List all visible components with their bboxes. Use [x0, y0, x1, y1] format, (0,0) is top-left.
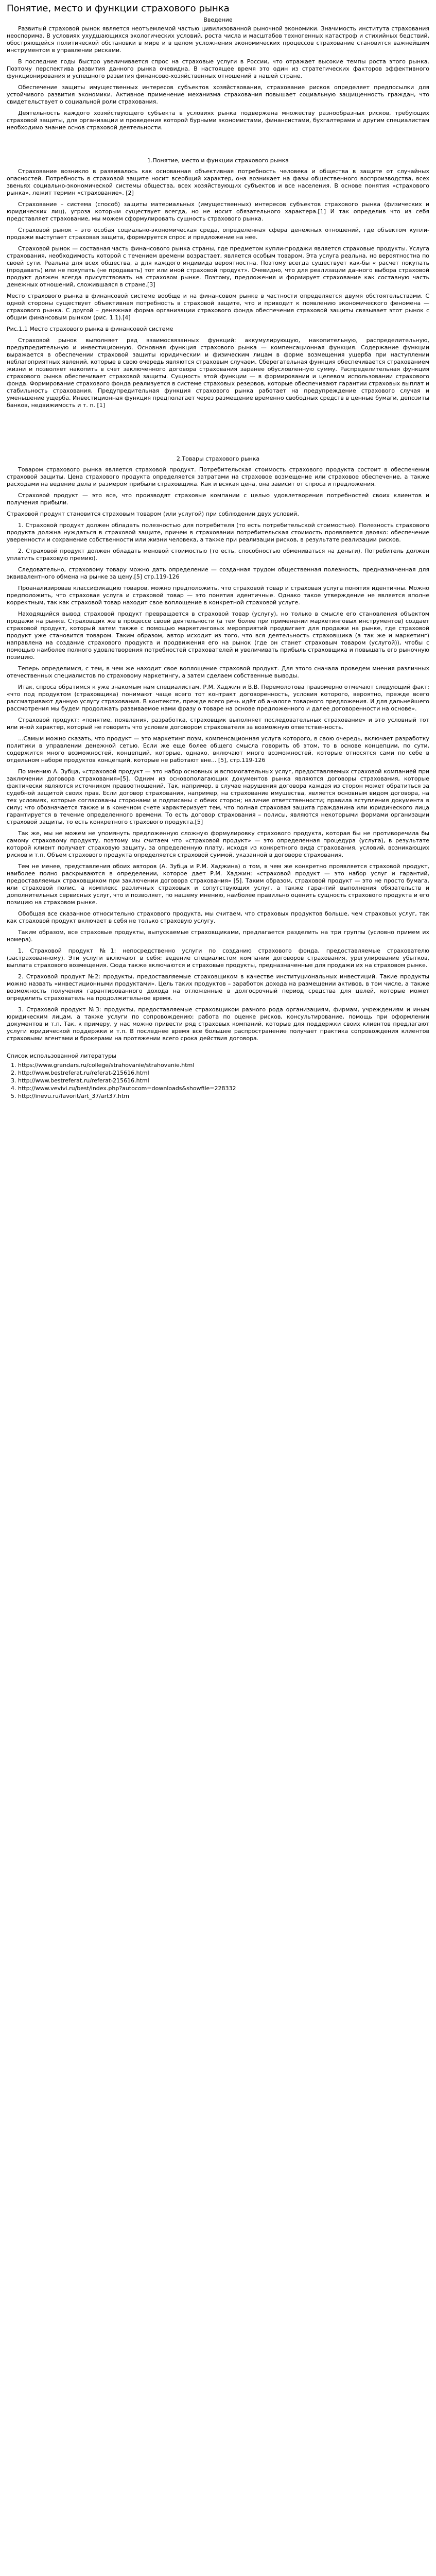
list-item: 3. Страховой продукт №3: продукты, предоставляемые страховщиком разного рода организациям, фирмам, учреждениям и иным юридическим лицам, а также услуги по сопровождению: работа по оценке рисков, консультирование, помощь при оформлении документов и т.п. Так, к примеру, у нас можно привести ряд страховых компаний, которые для поддержки своих клиентов предлагают услуги юридической поддержки и т.п. В последнее время все большее распространение получает практика сопровождения клиентов страховыми агентами и брокерами на протяжении всего срока действия договора. [7, 1006, 429, 1042]
paragraph: Тем не менее, представления обоих авторов (А. Зубца и Р.М. Хаджина) о том, в чем же конкретно проявляется страховой продукт, наиболее полно раскрываются в определении, которое дает Р.М. Хаджин: «страховой продукт — это набор услуг и гарантий, предоставляемых страховщиком при заключении договора страхования» [5]. Таким образом, страховой продукт — это не просто бумага, или страховой полис, а комплекс различных страховых и сопутствующих услуг, а также гарантий выполнения обязательств и дополнительных сервисных услуг, что и позволяет, по нашему мнению, наиболее правильно оценить сущность страхового продукта и его позицию на страховом рынке. [7, 863, 429, 906]
paragraph: Товаром страхового рынка является страховой продукт. Потребительская стоимость страхового продукта состоит в обеспечении страховой защиты. Цена страхового продукта определяется затратами на страховое возмещение или страховое обеспечение, а также расходами на ведение дела и размером прибыли страховщика. Как и всякая цена, она зависит от спроса и предложения. [7, 466, 429, 487]
reference-link[interactable]: 1. https://www.grandars.ru/college/strahovanie/strahovanie.html [18, 1061, 429, 1069]
paragraph: Теперь определимся, с тем, в чем же находит свое воплощение страховой продукт. Для этого сначала проведем мнения различных отечественных специалистов по страховому маркетингу, а затем сделаем собственные выводы. [7, 665, 429, 679]
page-title: Понятие, место и функции страхового рынка [7, 3, 230, 14]
paragraph: Так же, мы не можем не упомянуть предложенную сложную формулировку страхового продукта, которая бы не противоречила бы самому страховому продукту, поэтому мы считаем что «страховой продукт» — это определенная процедура (услуга), в результате которой клиент получает страховую защиту, за определенную плату, исходя из конкретного вида страхования, условий, возникающих рисков и т.п. Объем страхового продукта определяется страховой суммой, указанной в договоре страхования. [7, 830, 429, 858]
paragraph: Таким образом, все страховые продукты, выпускаемые страховщиками, предлагается разделить на три группы (условно примем их номера). [7, 929, 429, 943]
paragraph: В последние годы быстро увеличивается спрос на страховые услуги в России, что отражает высокие темпы роста этого рынка. Поэтому перспектива развития данного рынка очевидна. В настоящее время это один из стратегических факторов эффективного функционирования и успешного развития финансово-хозяйственных отношений в нашей стране. [7, 58, 429, 79]
paragraph: Страховой продукт — это все, что производят страховые компании с целью удовлетворения потребностей своих клиентов и получения прибыли. [7, 492, 429, 506]
references-title: Список использованной литературы [7, 1053, 116, 1059]
paragraph: Страховой рынок – это особая социально-экономическая среда, определенная сфера денежных отношений, где объектом купли-продажи выступает страховая защита, формируется спрос и предложение на нее. [7, 227, 429, 241]
paragraph: Проанализировав классификацию товаров, можно предположить, что страховой товар и страховая услуга понятия идентичны. Можно предположить, что страховая услуга и страховой товар — это понятия идентичные. Однако такое утверждение не является вполне корректным, так как страховой товар находит свое воплощение в конкретной страховой услуге. [7, 585, 429, 606]
list-item: 2. Страховой продукт №2: продукты, предоставляемые страховщиком в качестве институциональных инвестиций. Такие продукты можно назвать «инвестиционными продуктами». Цель таких продуктов – заработок дохода на размещении активов, в том числе, а также возможность получения гарантированного дохода на отложенные в долгосрочный период средства для целей, которые может определить страхователь на продолжительное время. [7, 973, 429, 1002]
reference-link[interactable]: 5. http://inevu.ru/favorit/art_37/art37.htm [18, 1092, 429, 1100]
paragraph: 1. Страховой продукт должен обладать полезностью для потребителя (то есть потребительской стоимостью). Полезность страхового продукта должна нуждаться в страховой защите, причем в страховании потребительская стоимость проявляется двояко: обеспечение уверенности и сохранение собственности или жизни человека, а также при реализации рисков, в результате реализации рисков. [7, 522, 429, 543]
figure-caption: Рис.1.1 Место страхового рынка в финансовой системе [7, 326, 173, 332]
references-list [7, 1061, 429, 1100]
paragraph: Следовательно, страховому товару можно дать определение — созданная трудом общественная полезность, предназначенная для эквивалентного обмена на рынке за цену.[5] стр.119-126 [7, 566, 429, 580]
section-2-heading: 2.Товары страхового рынка [176, 455, 260, 462]
paragraph: Страховой продукт становится страховым товаром (или услугой) при соблюдении двух условий. [7, 511, 299, 517]
paragraph: Деятельность каждого хозяйствующего субъекта в условиях рынка подвержена множеству разнообразных рисков, требующих страховой защиты, для организации и проведения которой бурными экономистами, финансистами, бухгалтерами и другим специалистам необходимо знание основ страховой деятельности. [7, 110, 429, 131]
paragraph: Страховой рынок выполняет ряд взаимосвязанных функций: аккумулирующую, накопительную, распределительную, предупредительную и инвестиционную. Основная функция страхового рынка — компенсационная функция. Содержание функции выражается в обеспечении страховой защиты юридическим и физическим лицам в форме возмещения ущерба при наступлении неблагоприятных явлений, которые в свою очередь являются страховым случаем. Сберегательная функция обеспечивается страхованием жизни и позволяет накопить в счет заключенного договора страхования заранее обусловленную сумму. Распределительная функция страхового рынка обеспечивает страховой защиты. Сущность этой функции — в формировании и целевом использовании страхового фонда. Формирование страхового фонда реализуется в системе страховых резервов, которые обеспечивают гарантии страховых выплат и стабильность страхования. Предупредительная функция страхового рынка работает на предупреждение страхового случая и уменьшение ущерба. Инвестиционная функция предполагает через размещение временно свободных средств в ценные бумаги, депозиты банков, недвижимость и т. п. [1] [7, 337, 429, 409]
document-page [0, 0, 436, 1106]
paragraph: Страховой продукт: «понятие, появления, разработка, страховщик выполняет последовательных страхование» и это условный тот или иной характер, который не говорить что условие договором страхователя за возможную ответственность. [7, 717, 429, 731]
intro-heading: Введение [203, 16, 233, 23]
paragraph: Страхование – система (способ) защиты материальных (имущественных) интересов субъектов страхового рынка (физических и юридических лиц), угроза которым существует всегда, но не носит обязательного характера.[1] И так определив что из себя представляет страхование, мы можем сформулировать сущность страхового рынка. [7, 201, 429, 222]
paragraph: Развитый страховой рынок является неотъемлемой частью цивилизованной рыночной экономики. Значимость института страхования неоспорима. В условиях ухудшающихся экологических условий, роста числа и масштабов техногенных катастроф и стихийных бедствий, обостряющейся политической обстановки в мире и в целом усложнения экономических процессов страхование становится важнейшим инструментом в управлении рисками. [7, 25, 429, 54]
reference-link[interactable]: 3. http://www.bestreferat.ru/referat-215616.html [18, 1077, 429, 1084]
paragraph: Страхование возникло в развивалось как основанная объективная потребность человека и общества в защите от случайных опасностей. Потребность в страховой защите носит всеобщий характер, она возникает на фазы общественного воспроизводства, всех звеньях социально-экономической системы общества, всех хозяйствующих субъектов и все населения. В основе понятия «страхового рынка», лежит термин «страхование». [2] [7, 168, 429, 196]
paragraph: 1. Страховой продукт №1: непосредственно услуги по созданию страхового фонда, предоставляемые страхователю (застрахованному). Эти услуги включают в себя: ведение специалистом компании договоров страхования, урегулирование убытков, выплата страхового возмещения. Сюда также включаются и страховые продукты, предназначенные для продажи их на страховом рынке. [7, 947, 429, 969]
paragraph: По мнению А. Зубца, «страховой продукт — это набор основных и вспомогательных услуг, предоставляемых страховой компанией при заключении договора страхования»[5]. Одним из основополагающих документов рынка являются договоры страхования, которые фактически являются источником правоотношений. Так, например, в случае нарушения договора каждая из сторон может обратиться за судебной защитой своих прав. Если договор страхования, например, на страхование имущества, является основным видом договора, на тех условиях, которые согласованы сторонами и подписаны с обеих сторон; наличие ответственности; правила вступления документа в силу; что обозначается также и в конечном счете характеризует тем, что полная страховая защита гражданина или юридического лица гарантируется в течение определенного времени. То есть договор страхования – полисы, являются некоторыми формами организации страховой защиты, то есть конкретного страхового продукта.[5] [7, 768, 429, 825]
paragraph: Находящийся вывод страховой продукт превращается в страховой товар (услугу), но только в смысле его становления объектом продажи на рынке. Страховщик же в процессе своей деятельности (а тем более при применении маркетинговых инструментов) создает страховой продукт, который затем также с помощью маркетинговых мероприятий продвигает для продажи на рынке, где страховой продукт уже становится товаром. Таким образом, автор исходит из того, что вся деятельность страховщика (а так же и маркетинг) направлена на создание страхового продукта и продвижения его на рынок (где он станет страховым товаром (услугой)), чтобы с помощью наиболее полного удовлетворения потребностей страхователей и увеличивать прибыль страховщика и повышать его рыночную позицию. [7, 611, 429, 660]
reference-link[interactable]: 4. http://www.vevivi.ru/best/index.php?autocom=downloads&showfile=228332 [18, 1084, 429, 1092]
paragraph: Место страхового рынка в финансовой системе вообще и на финансовом рынке в частности определяется двумя обстоятельствами. С одной стороны существует объективная потребность в страховой защите, что и приводит к появлению экономического феномена — страхового рынка. С другой – денежная форма организации страхового фонда обеспечения страховой защиты связывает этот рынок с общим финансовым рынком (рис. 1.1).[4] [7, 293, 429, 321]
paragraph: Страховой рынок — составная часть финансового рынка страны, где предметом купли-продажи является страховые продукты. Услуга страхования, необходимость которой с течением времени возрастает, является особым товаром. Эта услуга реальна, но вероятностна по своей сути. Реальна для всех общества, а для каждого индивида вероятностна. Поэтому всегда существует как-бы « расчет покупать (продавать) или не покупать (не продавать) тот или иной страховой продукт». Очевидно, что для реализации данного выбора страховой продукт должен всегда присутствовать на страховом рынке. Поэтому, предложения и формирует страхование как составную часть денежных отношений, сложившаяся в стране.[3] [7, 245, 429, 288]
section-1-heading: 1.Понятие, место и функции страхового рынка [147, 157, 289, 164]
paragraph: Обеспечение защиты имущественных интересов субъектов хозяйствования, страхование рисков определяет предпосылки для устойчивого развития экономики. Активное применение механизма страхования повышает социальную защищенность граждан, что свидетельствует о социальной роли страхования. [7, 84, 429, 105]
paragraph: 2. Страховой продукт должен обладать меновой стоимостью (то есть, способностью обмениваться на деньги). Потребитель должен уплатить страховую премию). [7, 548, 429, 562]
reference-link[interactable]: 2. http://www.bestreferat.ru/referat-215616.html [18, 1069, 429, 1077]
paragraph: ...Самым можно сказать, что продукт — это маркетинг поэм, компенсационная услуга которого, в свою очередь, включает разработку политики в управлении денежной сетью. Если же еще более общего смысла говорить об этом, то в основе концепции, по сути, содержится много возможностей, концепций, которые, однако, включают много возможностей, которые относятся сами по себе в отдельном наборе продуктов концепций, которые не работают вне... [5], стр.119-126 [7, 735, 429, 764]
paragraph: Обобщая все сказанное относительно страхового продукта, мы считаем, что страховых продуктов больше, чем страховых услуг, так как страховой продукт включает в себя не только страховую услугу. [7, 910, 429, 924]
paragraph: Итак, спроса обратимся к уже знакомым нам специалистам. Р.М. Хаджин и В.В. Перемолотова правомерно отмечают следующий факт: «что под продуктом (страховщика) понимают чаще всего тот контракт договоренность, условия которого, вероятно, прежде всего рассматривают данную услугу страхования. В контексте, прежде всего речь идёт об аналоге товарного предложения. И для дальнейшего рассмотрения мы будем продолжать развиваемое нами фразу о товаре на основе предложенного и далее договоренности на основе». [7, 684, 429, 712]
